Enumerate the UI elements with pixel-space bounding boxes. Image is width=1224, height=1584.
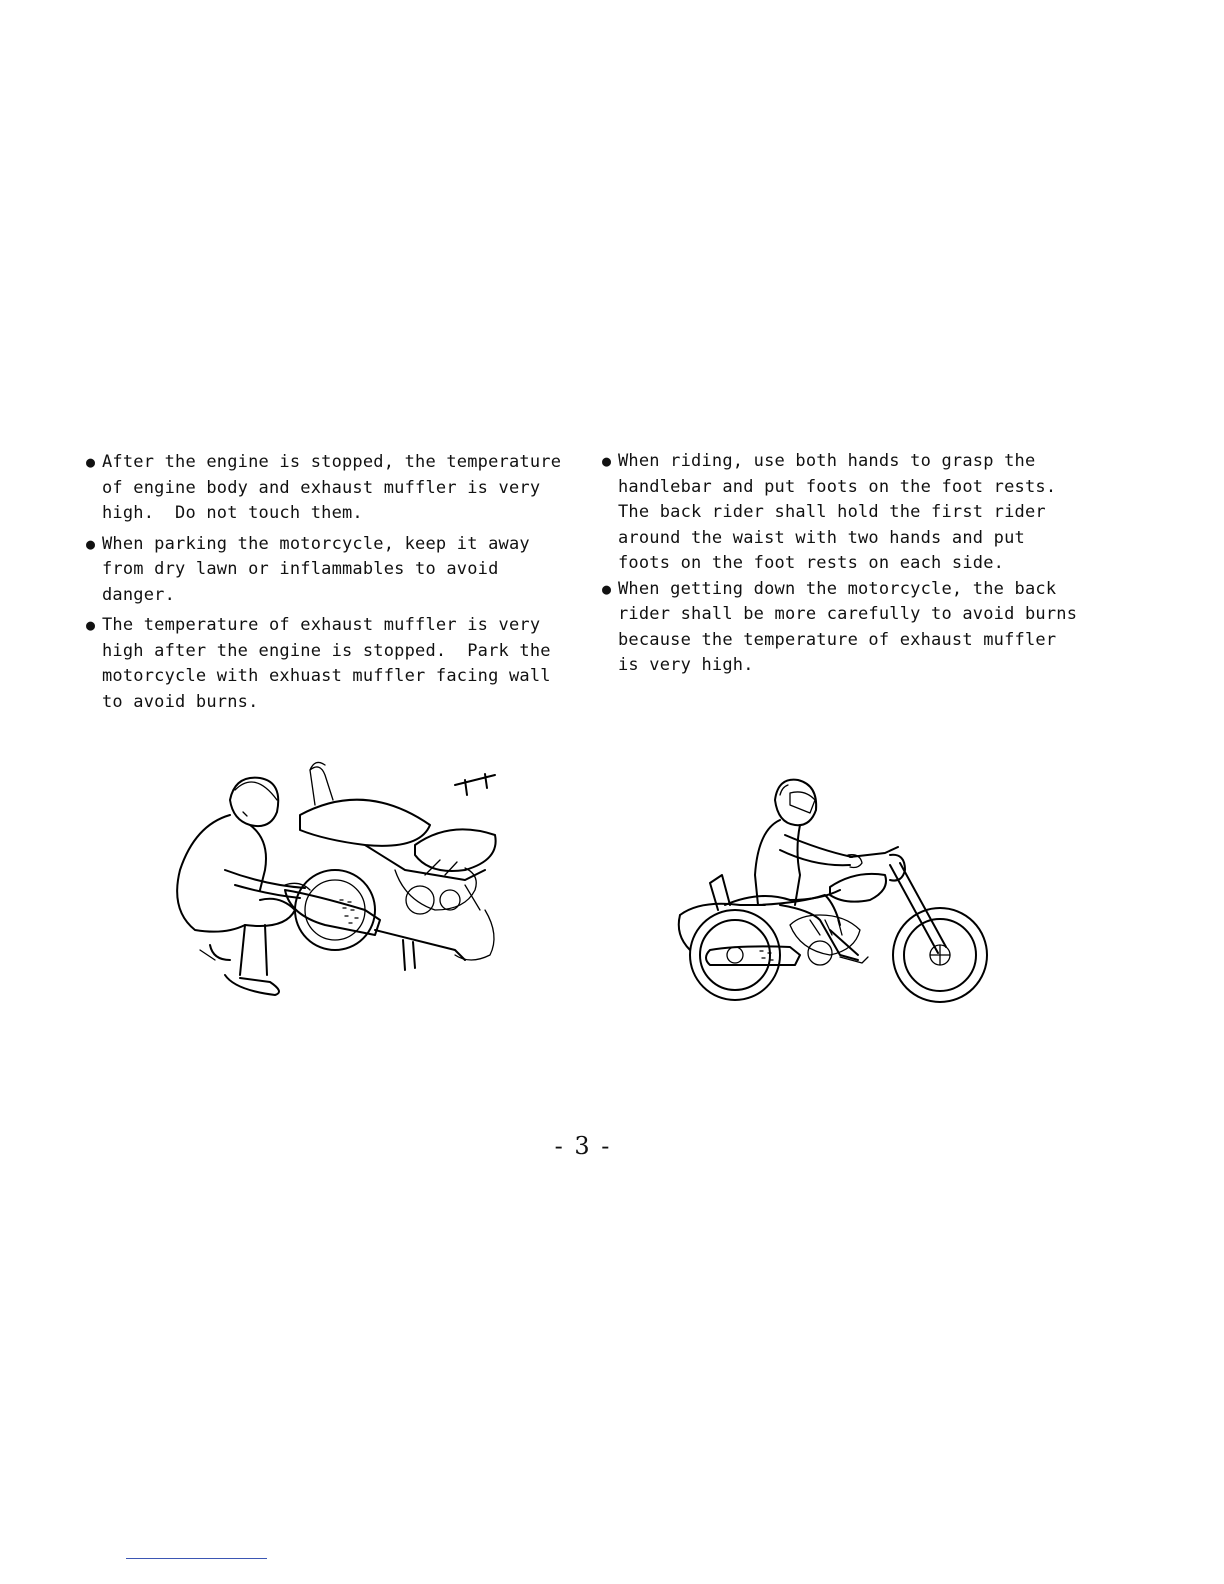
bullet-icon: ● (86, 616, 96, 634)
bullet-item-dismount-warning (602, 577, 1092, 679)
bullet-icon: ● (602, 579, 612, 598)
text-line: because the temperature of exhaust muffler (618, 629, 1057, 650)
bullet-item-riding-instructions (602, 449, 1092, 577)
text-line: The back rider shall hold the first rider (618, 502, 1046, 522)
mechanic-crouching-by-motorcycle-illustration (165, 760, 505, 1005)
text-line: of engine body and exhaust muffler is very (102, 477, 541, 498)
text-line: danger. (102, 584, 176, 605)
bullet-icon: ● (86, 453, 96, 471)
text-line: handlebar and put foots on the foot rests. (618, 476, 1057, 497)
bullet-item-muffler-warning (86, 613, 566, 715)
bullet-icon: ● (602, 452, 612, 470)
rider-on-motorcycle-illustration (670, 775, 990, 1010)
page-number: - 3 - (554, 1132, 612, 1160)
text-line: rider shall be more carefully to avoid burns (618, 604, 1078, 624)
bullet-icon: ● (86, 534, 96, 553)
right-text-column (602, 449, 1092, 679)
text-line: When getting down the motorcycle, the back (618, 578, 1057, 599)
text-line: The temperature of exhaust muffler is very (102, 615, 541, 635)
text-line: high after the engine is stopped. Park the (102, 640, 551, 661)
text-line: is very high. (618, 655, 754, 675)
text-line: from dry lawn or inflammables to avoid (102, 559, 499, 579)
text-line: motorcycle with exhuast muffler facing wall (102, 666, 551, 686)
text-line: to avoid burns. (102, 691, 259, 712)
bullet-item-touch-warning (86, 450, 566, 527)
text-line: around the waist with two hands and put (618, 527, 1025, 548)
text-line: When parking the motorcycle, keep it away (102, 533, 530, 554)
left-text-column (86, 450, 566, 720)
bullet-item-parking-warning (86, 532, 566, 609)
bottom-rule (126, 1558, 267, 1559)
text-line: foots on the foot rests on each side. (618, 553, 1005, 573)
text-line: When riding, use both hands to grasp the (618, 451, 1036, 471)
text-line: high. Do not touch them. (102, 503, 363, 523)
text-line: After the engine is stopped, the temperature (102, 452, 562, 472)
